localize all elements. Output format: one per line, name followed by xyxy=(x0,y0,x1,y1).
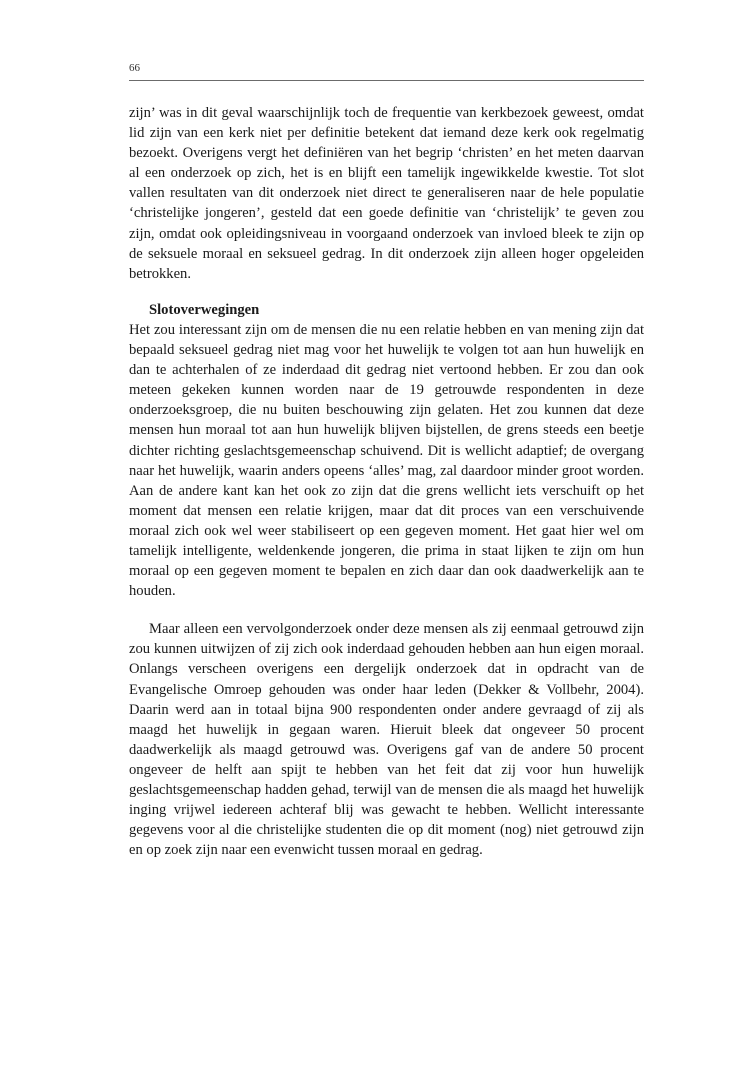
section-heading: Slotoverwegingen xyxy=(149,301,260,318)
paragraph-continuation: zijn’ was in dit geval waarschijnlijk toch de frequentie van kerkbezoek geweest, omdat lid zijn van een kerk niet per definitie betekent dat iemand deze kerk ook regelmatig bezoekt. Overigens vergt het definiëren van het begrip ‘christen’ en het meten daarvan al een onderzoek op zich, het is en blijft een tamelijk ingewikkelde kwestie. Tot slot vallen resultaten van dit onderzoek niet direct te generaliseren naar de hele populatie ‘christelijke jongeren’, gesteld dat een goede definitie van ‘christelijk’ te geven zou zijn, omdat ook opleidingsniveau in voorgaand onderzoek van invloed bleek te zijn op de seksuele moraal en seksueel gedrag. In dit onderzoek zijn alleen hoger opgeleiden betrokken. xyxy=(129,105,644,282)
page-body xyxy=(129,103,644,860)
page-number: 66 xyxy=(129,62,140,74)
paragraph-follow-up: Maar alleen een vervolgonderzoek onder deze mensen als zij eenmaal getrouwd zijn zou kunnen uitwijzen of zij zich ook inderdaad gehouden hebben aan hun eigen moraal. Onlangs verscheen overigens een dergelijk onderzoek dat in opdracht van de Evangelische Omroep gehouden was onder haar leden (Dekker & Vollbehr, 2004). Daarin werd aan in totaal bijna 900 respondenten onder andere gevraagd of zij als maagd het huwelijk in gegaan waren. Hieruit bleek dat ongeveer 50 procent daadwerkelijk als maagd getrouwd was. Overigens gaf van de andere 50 procent ongeveer de helft aan spijt te hebben van het feit dat zij voor hun huwelijk geslachtsgemeenschap hadden gehad, terwijl van de mensen die als maagd het huwelijk inging vrijwel iedereen achteraf blij was gewacht te hebben. Wellicht interessante gegevens voor al die christelijke studenten die op dit moment (nog) niet getrouwd zijn en op zoek zijn naar een evenwicht tussen moraal en gedrag. xyxy=(129,621,644,859)
paragraph-considerations: Het zou interessant zijn om de mensen die nu een relatie hebben en van mening zijn dat bepaald seksueel gedrag niet mag voor het huwelijk te volgen tot aan hun huwelijk en dan te achterhalen of ze inderdaad dit gedrag niet vertoond hebben. Er zou dan ook meteen gekeken kunnen worden naar de 19 getrouwde respondenten in deze onderzoeksgroep, die nu buiten beschouwing zijn gelaten. Het zou kunnen dat deze mensen hun moraal tot aan hun huwelijk blijven bijstellen, de grens steeds een beetje dichter richting geslachtsgemeenschap schuivend. Dit is wellicht adaptief; de overgang naar het huwelijk, waarin anders opeens ‘alles’ mag, zal daardoor minder groot worden. Aan de andere kant kan het ook zo zijn dat die grens wellicht iets verschuift op het moment dat mensen een relatie krijgen, maar dat dit proces van een verschuivende moraal zich ook wel weer stabiliseert op een gegeven moment. Het gaat hier wel om tamelijk intelligente, weldenkende jongeren, die prima in staat lijken te zijn om hun moraal op een gegeven moment te bepalen en zich daar dan ook daadwerkelijk aan te houden. xyxy=(129,321,644,600)
page-header xyxy=(129,60,644,81)
